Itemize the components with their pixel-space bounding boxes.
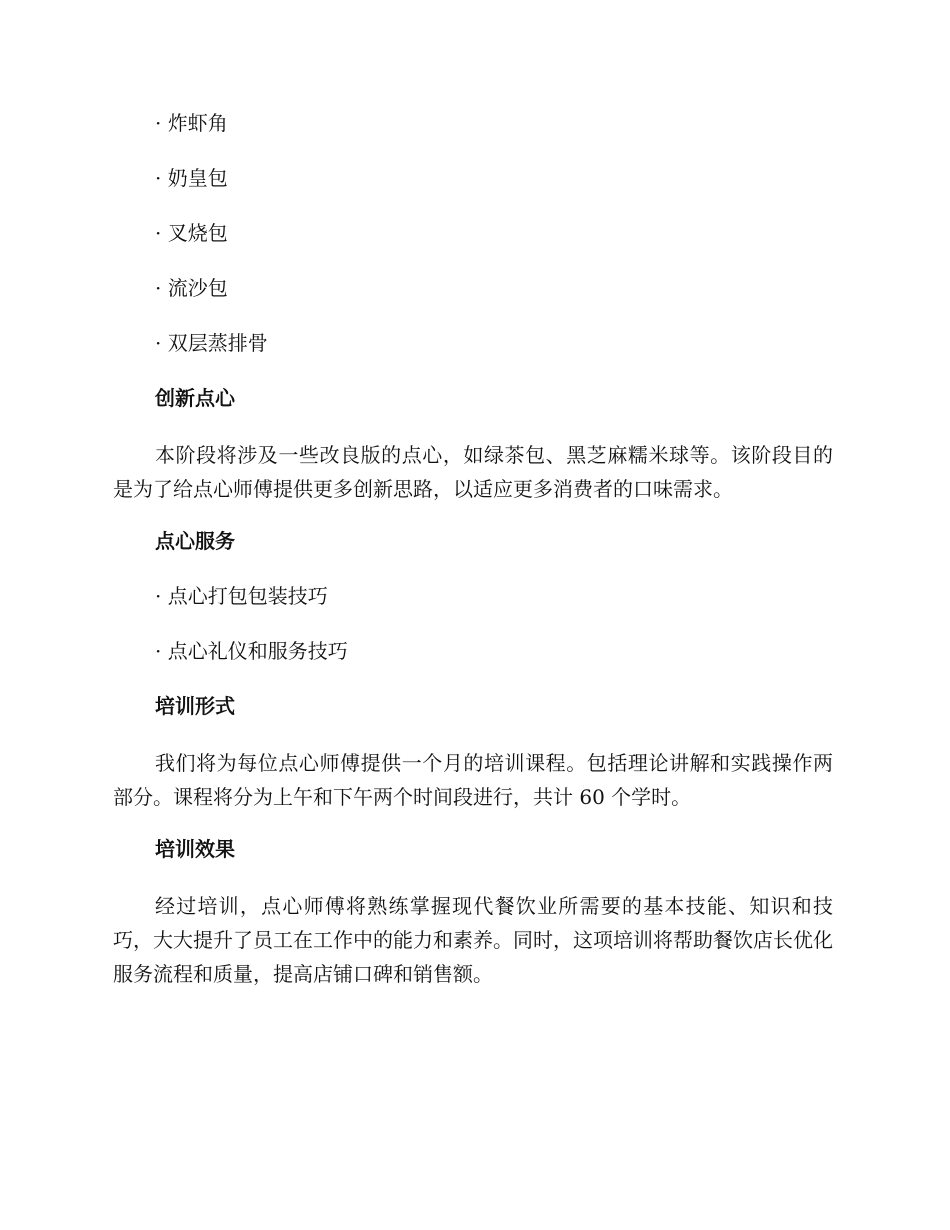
section-heading-service: 点心服务 xyxy=(155,529,235,553)
paragraph-format: 我们将为每位点心师傅提供一个月的培训课程。包括理论讲解和实践操作两部分。课程将分为上午和下午两个时间段进行，共计 60 个学时。 xyxy=(113,751,833,809)
list-item: · 双层蒸排骨 xyxy=(155,331,268,355)
list-item: · 点心打包包装技巧 xyxy=(155,584,328,608)
list-item: · 炸虾角 xyxy=(155,111,228,135)
section-heading-format: 培训形式 xyxy=(155,694,235,718)
list-item: · 叉烧包 xyxy=(155,221,228,245)
section-heading-effect: 培训效果 xyxy=(155,837,235,861)
section-heading-innovation: 创新点心 xyxy=(155,386,235,410)
document-body xyxy=(113,108,833,991)
paragraph-innovation: 本阶段将涉及一些改良版的点心，如绿茶包、黑芝麻糯米球等。该阶段目的是为了给点心师傅提供更多创新思路，以适应更多消费者的口味需求。 xyxy=(113,443,833,501)
paragraph-effect: 经过培训，点心师傅将熟练掌握现代餐饮业所需要的基本技能、知识和技巧，大大提升了员工在工作中的能力和素养。同时，这项培训将帮助餐饮店长优化服务流程和质量，提高店铺口碑和销售额。 xyxy=(113,894,833,986)
list-item: · 流沙包 xyxy=(155,276,228,300)
list-item: · 点心礼仪和服务技巧 xyxy=(155,639,348,663)
list-item: · 奶皇包 xyxy=(155,166,228,190)
